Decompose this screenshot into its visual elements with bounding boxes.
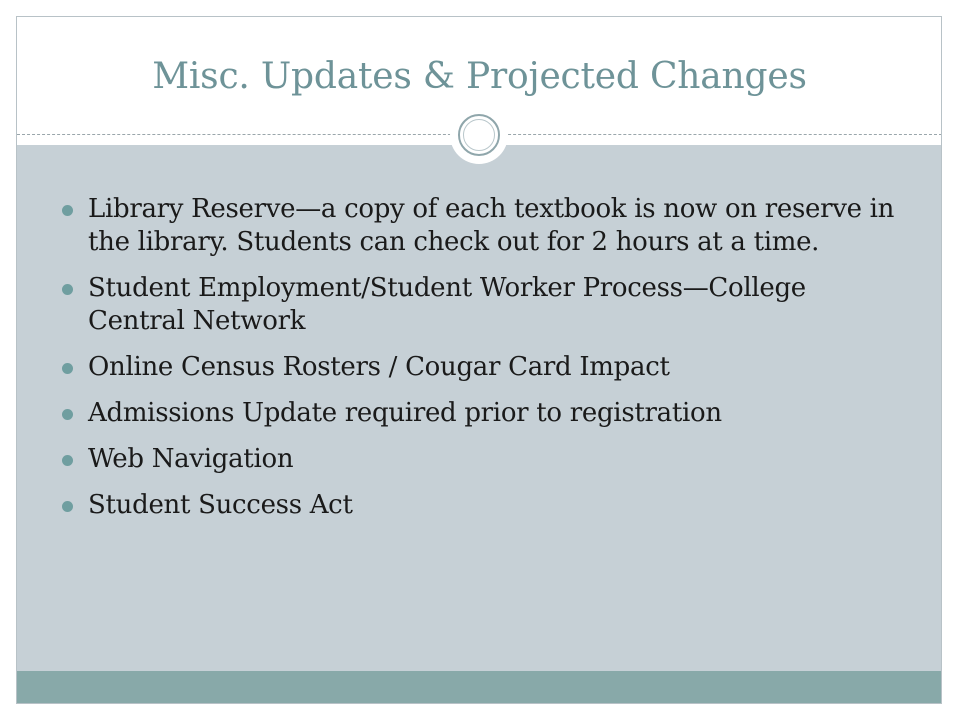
list-item (62, 489, 902, 522)
bullet-text: Student Employment/Student Worker Process—College Central Network (88, 273, 806, 336)
bullet-text: Online Census Rosters / Cougar Card Impact (88, 352, 670, 382)
list-item (62, 397, 902, 430)
circle-bullet-icon (62, 284, 73, 295)
list-item (62, 443, 902, 476)
circle-bullet-icon (62, 501, 73, 512)
circle-bullet-icon (62, 455, 73, 466)
bullet-text: Student Success Act (88, 490, 353, 520)
circle-bullet-icon (62, 205, 73, 216)
ring-inner (463, 119, 495, 151)
ring-circle-icon (450, 106, 508, 164)
bullet-list (62, 193, 902, 535)
slide-title: Misc. Updates & Projected Changes (152, 56, 807, 97)
circle-bullet-icon (62, 409, 73, 420)
bullet-text: Web Navigation (88, 444, 294, 474)
bullet-text: Admissions Update required prior to registration (88, 398, 722, 428)
list-item (62, 193, 902, 259)
footer-band (17, 671, 942, 704)
circle-bullet-icon (62, 363, 73, 374)
bullet-text: Library Reserve—a copy of each textbook is now on reserve in the library. Students can check out for 2 hours at a time. (88, 194, 895, 257)
list-item (62, 272, 902, 338)
list-item (62, 351, 902, 384)
